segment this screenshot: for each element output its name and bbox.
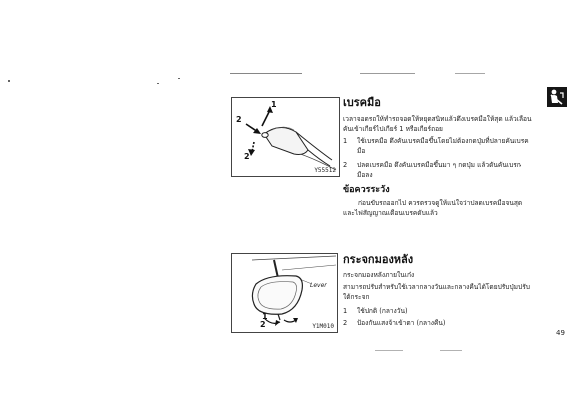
step-number: 1 bbox=[343, 137, 348, 145]
mirror-step bbox=[343, 307, 541, 317]
scan-rule-top bbox=[455, 73, 485, 74]
parking-brake-intro-line: เวลาจอดรถให้ทำรถจอดให้หยุดสนิทแล้วดึงเบรคมือให้สุด แล้วเลื่อน bbox=[343, 115, 532, 123]
scan-speck bbox=[178, 78, 180, 79]
scan-rule-top bbox=[360, 73, 415, 74]
caution-title: ข้อควรระวัง bbox=[343, 185, 390, 195]
mirror-intro-line: สามารถปรับสำหรับใช้เวลากลางวันและกลางคืนได้โดยปรับปุ่มปรับ bbox=[343, 283, 530, 291]
callout-number: 2 bbox=[236, 115, 242, 124]
lever-label: Lever bbox=[310, 282, 327, 289]
seat-belt-icon bbox=[547, 87, 567, 107]
step-text-line: ปลดเบรคมือ ดึงคันเบรคมือขึ้นมา ๆ กดปุ่ม แล้วดันคันเบรก bbox=[357, 161, 521, 169]
parking-brake-figure bbox=[231, 97, 340, 177]
callout-number: 2 bbox=[244, 152, 250, 161]
caution-line: ก่อนขับรถออกไป ควรตรวจดูให้แน่ใจว่าปลดเบรคมือจนสุด bbox=[358, 199, 523, 207]
step-number: 2 bbox=[343, 161, 348, 169]
rear-view-mirror-figure bbox=[231, 253, 338, 333]
scan-rule-top bbox=[230, 73, 302, 74]
scan-speck bbox=[157, 83, 159, 84]
step-number: 2 bbox=[343, 319, 348, 327]
mirror-intro-line: กระจกมองหลังภายในเก๋ง bbox=[343, 271, 415, 279]
parking-brake-intro-line: คันเข้าเกียร์ไปเกียร์ 1 หรือเกียร์ถอย bbox=[343, 125, 443, 133]
figure-code: Y55512 bbox=[314, 167, 336, 174]
caution-line: และไฟสัญญาณเตือนเบรคดับแล้ว bbox=[343, 209, 438, 217]
callout-number: 1 bbox=[271, 100, 277, 109]
step-text-line: มือลง bbox=[357, 171, 373, 179]
section-title-rear-view-mirror: กระจกมองหลัง bbox=[343, 253, 414, 266]
scan-rule-bottom bbox=[375, 350, 403, 351]
scan-rule-bottom bbox=[440, 350, 462, 351]
page-number: 49 bbox=[556, 329, 565, 337]
section-title-parking-brake: เบรคมือ bbox=[343, 96, 381, 109]
step-text-line: มือ bbox=[357, 147, 366, 155]
mirror-intro-line: ใต้กระจก bbox=[343, 293, 370, 301]
scan-speck bbox=[8, 80, 10, 82]
parking-brake-step bbox=[343, 137, 541, 157]
figure-code: Y1M010 bbox=[312, 323, 334, 330]
step-text-line: ใช้ปกติ (กลางวัน) bbox=[357, 307, 408, 315]
callout-number: 1 bbox=[262, 312, 268, 321]
step-text-line: ป้องกันแสงจ้าเข้าตา (กลางคืน) bbox=[357, 319, 446, 327]
step-number: 1 bbox=[343, 307, 348, 315]
step-text-line: ใช้เบรคมือ ดึงคันเบรคมือขึ้นโดยไม่ต้องกดปุ่มที่ปลายคันเบรค bbox=[357, 137, 529, 145]
parking-brake-step bbox=[343, 161, 541, 181]
callout-number: 2 bbox=[260, 320, 266, 329]
mirror-step bbox=[343, 319, 541, 329]
